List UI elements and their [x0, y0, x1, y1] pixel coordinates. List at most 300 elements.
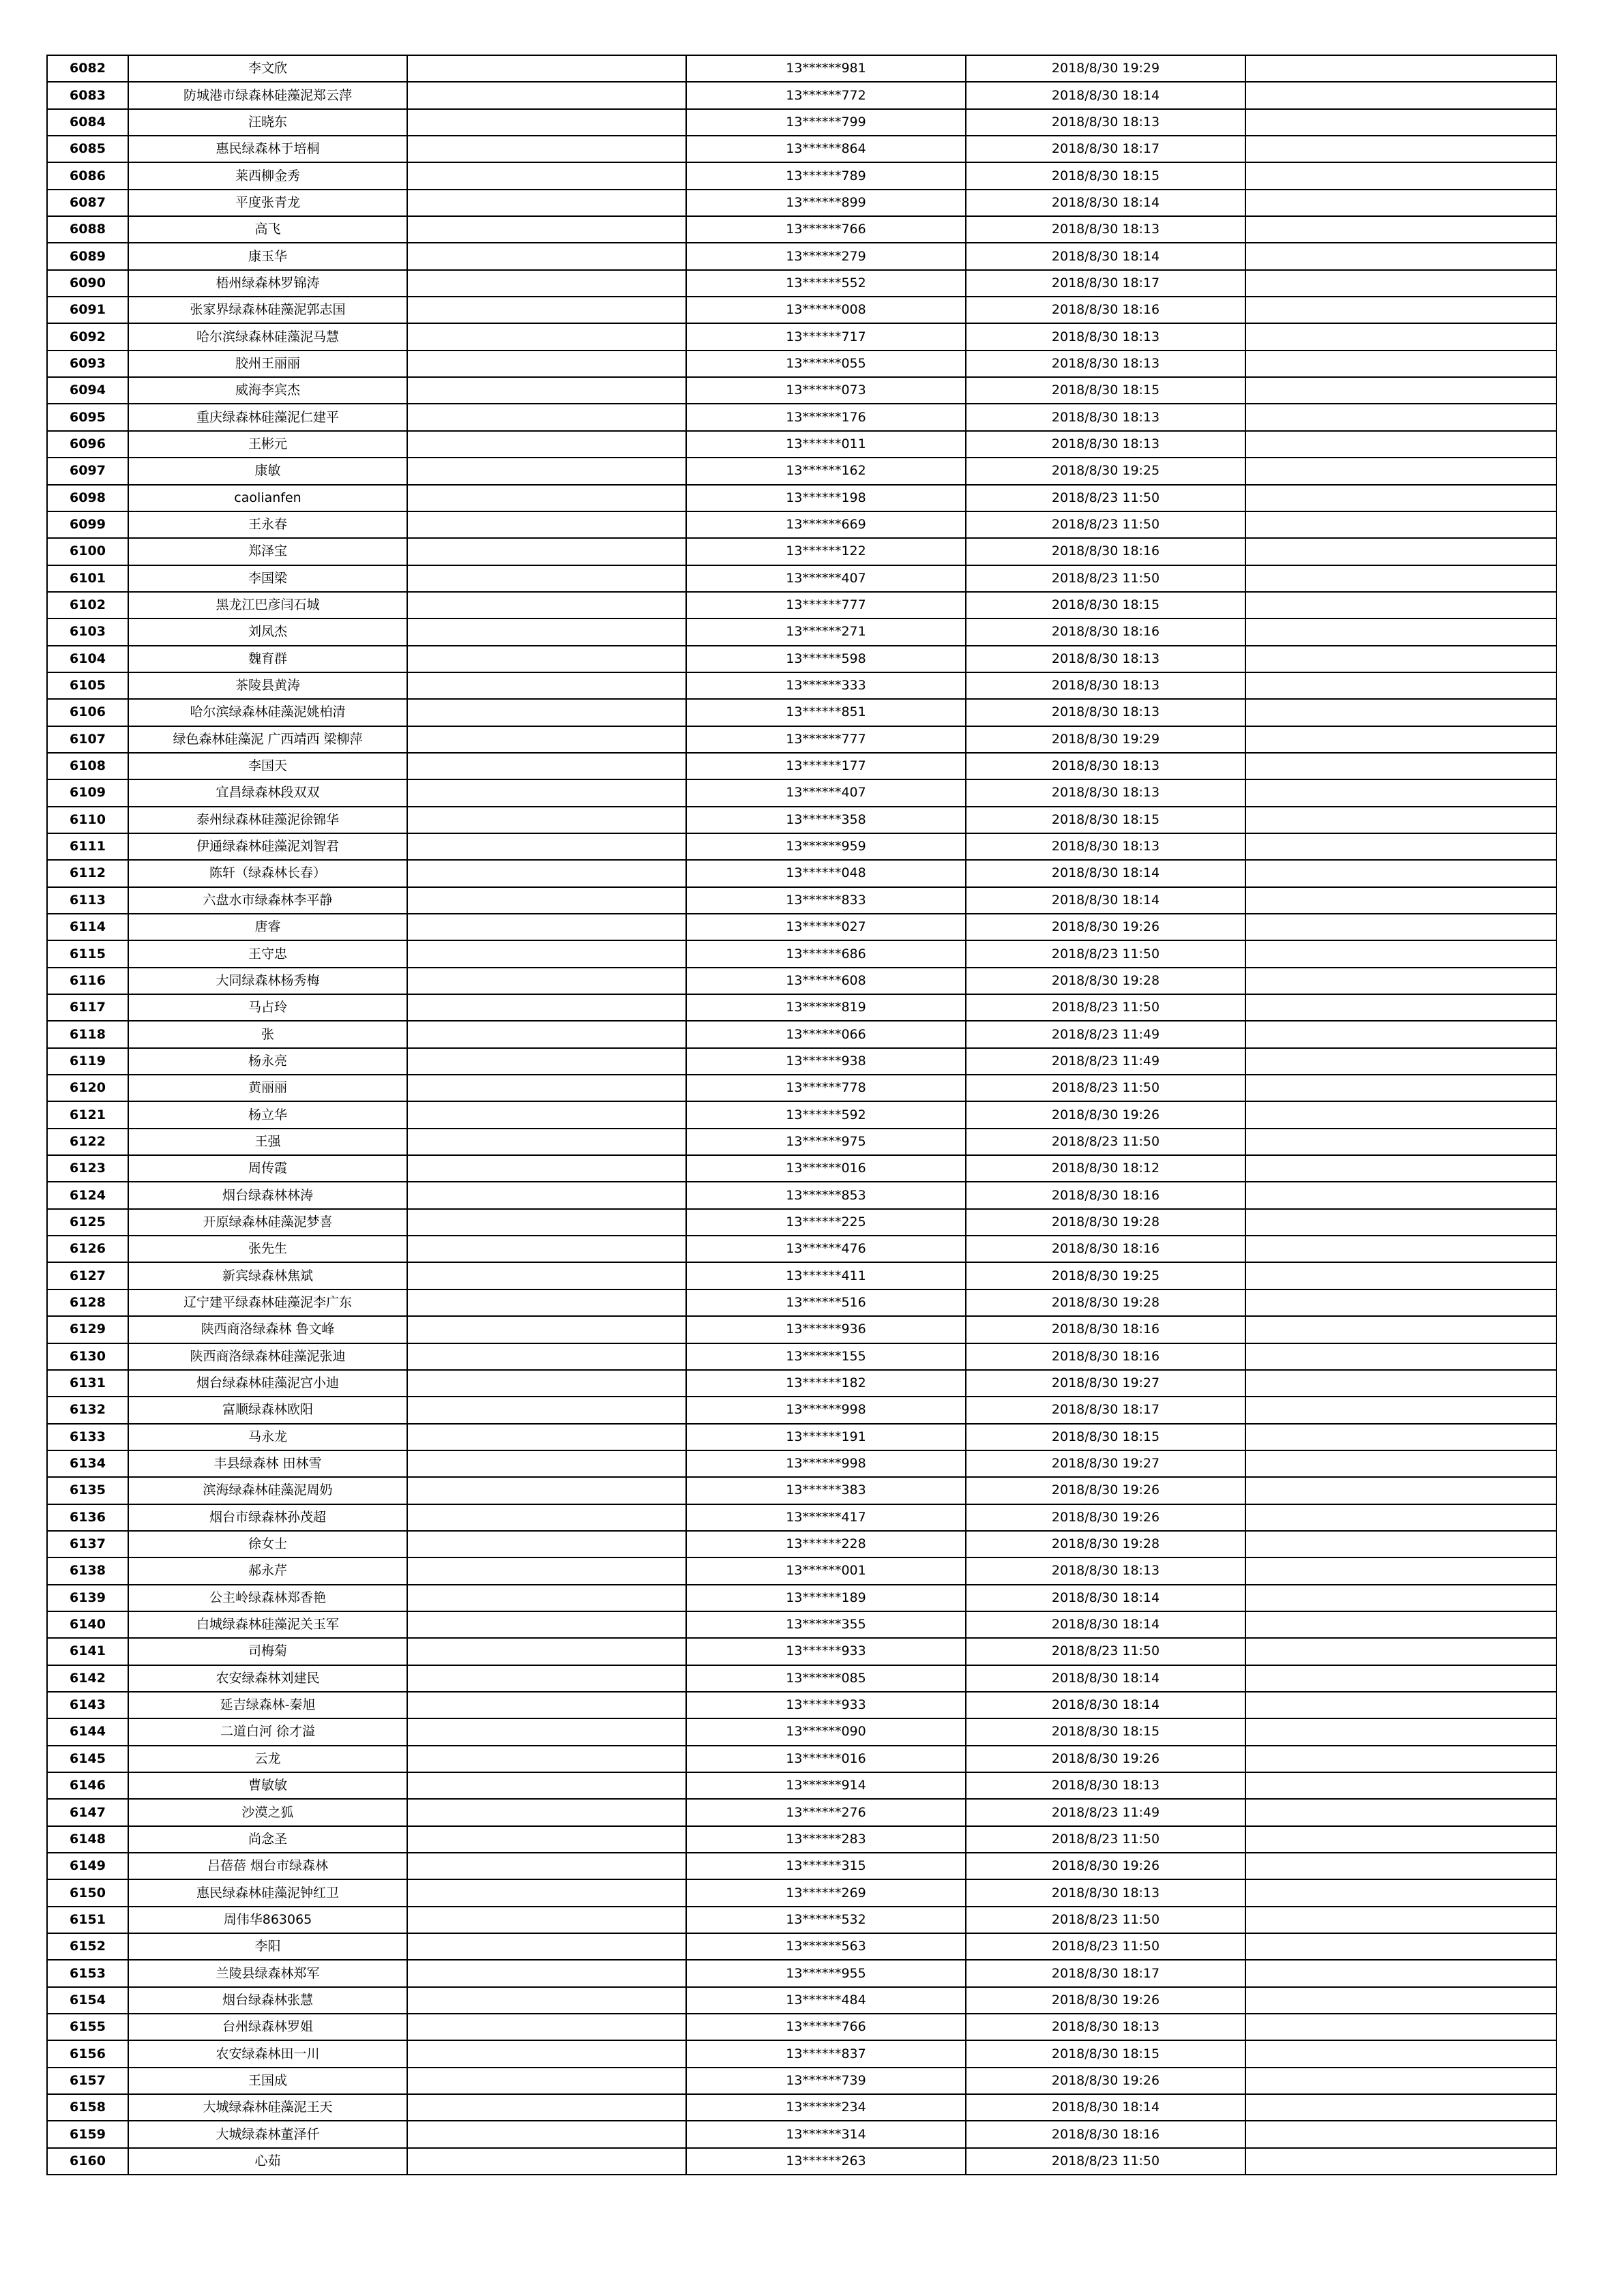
name-cell: 二道白河 徐才溢 — [128, 1718, 407, 1745]
name-cell: 李国梁 — [128, 565, 407, 592]
empty-cell — [407, 538, 686, 565]
row-id-cell: 6151 — [47, 1907, 128, 1933]
empty-cell — [1245, 753, 1556, 779]
row-id-cell: 6122 — [47, 1129, 128, 1155]
name-cell: 魏育群 — [128, 646, 407, 672]
row-id-cell: 6124 — [47, 1182, 128, 1208]
empty-cell — [1245, 1424, 1556, 1450]
empty-cell — [407, 2040, 686, 2067]
table-row — [47, 216, 1556, 243]
time-cell: 2018/8/23 11:49 — [966, 1799, 1245, 1825]
name-cell: 大城绿森林董泽仟 — [128, 2121, 407, 2147]
empty-cell — [407, 1450, 686, 1477]
empty-cell — [1245, 538, 1556, 565]
phone-cell: 13******837 — [686, 2040, 966, 2067]
empty-cell — [1245, 1960, 1556, 1986]
empty-cell — [407, 351, 686, 377]
empty-cell — [407, 82, 686, 108]
phone-cell: 13******516 — [686, 1289, 966, 1316]
name-cell: 周传霞 — [128, 1155, 407, 1182]
table-row — [47, 2040, 1556, 2067]
empty-cell — [407, 485, 686, 511]
table-row — [47, 1343, 1556, 1370]
name-cell: 伊通绿森林硅藻泥刘智君 — [128, 833, 407, 860]
phone-cell: 13******276 — [686, 1799, 966, 1825]
empty-cell — [1245, 1718, 1556, 1745]
empty-cell — [1245, 458, 1556, 484]
phone-cell: 13******772 — [686, 82, 966, 108]
empty-cell — [1245, 2068, 1556, 2094]
name-cell: 新宾绿森林焦斌 — [128, 1262, 407, 1289]
records-table-body — [47, 55, 1556, 2175]
name-cell: 烟台绿森林张慧 — [128, 1987, 407, 2014]
name-cell: 心茹 — [128, 2148, 407, 2175]
name-cell: 大同绿森林杨秀梅 — [128, 968, 407, 994]
time-cell: 2018/8/30 18:14 — [966, 243, 1245, 269]
empty-cell — [407, 968, 686, 994]
table-row — [47, 1182, 1556, 1208]
phone-cell: 13******314 — [686, 2121, 966, 2147]
row-id-cell: 6133 — [47, 1424, 128, 1450]
time-cell: 2018/8/30 19:25 — [966, 458, 1245, 484]
table-row — [47, 1879, 1556, 1906]
empty-cell — [1245, 1665, 1556, 1692]
empty-cell — [1245, 485, 1556, 511]
name-cell: 唐睿 — [128, 914, 407, 940]
table-row — [47, 1718, 1556, 1745]
row-id-cell: 6123 — [47, 1155, 128, 1182]
empty-cell — [407, 994, 686, 1021]
empty-cell — [1245, 55, 1556, 82]
row-id-cell: 6136 — [47, 1504, 128, 1531]
time-cell: 2018/8/30 18:16 — [966, 618, 1245, 645]
phone-cell: 13******189 — [686, 1585, 966, 1611]
time-cell: 2018/8/23 11:50 — [966, 1075, 1245, 1101]
table-row — [47, 1075, 1556, 1101]
time-cell: 2018/8/30 18:17 — [966, 1397, 1245, 1423]
phone-cell: 13******176 — [686, 404, 966, 430]
empty-cell — [407, 1853, 686, 1879]
empty-cell — [407, 940, 686, 967]
empty-cell — [1245, 1987, 1556, 2014]
empty-cell — [407, 1746, 686, 1772]
empty-cell — [407, 1289, 686, 1316]
name-cell: 曹敏敏 — [128, 1772, 407, 1799]
time-cell: 2018/8/30 18:13 — [966, 779, 1245, 806]
table-row — [47, 190, 1556, 216]
row-id-cell: 6101 — [47, 565, 128, 592]
empty-cell — [407, 270, 686, 297]
time-cell: 2018/8/30 18:16 — [966, 538, 1245, 565]
phone-cell: 13******234 — [686, 2094, 966, 2121]
phone-cell: 13******975 — [686, 1129, 966, 1155]
empty-cell — [1245, 1692, 1556, 1718]
empty-cell — [407, 887, 686, 914]
row-id-cell: 6083 — [47, 82, 128, 108]
row-id-cell: 6091 — [47, 297, 128, 323]
name-cell: 梧州绿森林罗锦涛 — [128, 270, 407, 297]
name-cell: 沙漠之狐 — [128, 1799, 407, 1825]
empty-cell — [1245, 1075, 1556, 1101]
empty-cell — [407, 109, 686, 136]
name-cell: 六盘水市绿森林李平静 — [128, 887, 407, 914]
empty-cell — [1245, 1772, 1556, 1799]
phone-cell: 13******279 — [686, 243, 966, 269]
row-id-cell: 6121 — [47, 1101, 128, 1128]
empty-cell — [407, 216, 686, 243]
row-id-cell: 6153 — [47, 1960, 128, 1986]
time-cell: 2018/8/30 18:14 — [966, 1665, 1245, 1692]
phone-cell: 13******598 — [686, 646, 966, 672]
phone-cell: 13******899 — [686, 190, 966, 216]
table-row — [47, 270, 1556, 297]
time-cell: 2018/8/30 19:28 — [966, 1209, 1245, 1236]
table-row — [47, 1933, 1556, 1960]
time-cell: 2018/8/30 19:28 — [966, 968, 1245, 994]
phone-cell: 13******162 — [686, 458, 966, 484]
empty-cell — [407, 726, 686, 753]
table-row — [47, 1960, 1556, 1986]
empty-cell — [407, 1987, 686, 2014]
empty-cell — [407, 592, 686, 618]
phone-cell: 13******073 — [686, 377, 966, 404]
table-row — [47, 1155, 1556, 1182]
table-row — [47, 431, 1556, 458]
name-cell: 农安绿森林刘建民 — [128, 1665, 407, 1692]
phone-cell: 13******228 — [686, 1531, 966, 1557]
empty-cell — [407, 646, 686, 672]
table-row — [47, 1799, 1556, 1825]
empty-cell — [407, 1262, 686, 1289]
phone-cell: 13******182 — [686, 1370, 966, 1397]
table-row — [47, 672, 1556, 699]
empty-cell — [1245, 297, 1556, 323]
table-row — [47, 1531, 1556, 1557]
row-id-cell: 6111 — [47, 833, 128, 860]
name-cell: 防城港市绿森林硅藻泥郑云萍 — [128, 82, 407, 108]
table-row — [47, 1101, 1556, 1128]
time-cell: 2018/8/30 18:15 — [966, 592, 1245, 618]
name-cell: 农安绿森林田一川 — [128, 2040, 407, 2067]
time-cell: 2018/8/30 19:26 — [966, 1987, 1245, 2014]
phone-cell: 13******669 — [686, 511, 966, 538]
phone-cell: 13******411 — [686, 1262, 966, 1289]
time-cell: 2018/8/30 18:13 — [966, 1772, 1245, 1799]
phone-cell: 13******933 — [686, 1692, 966, 1718]
empty-cell — [1245, 1021, 1556, 1047]
time-cell: 2018/8/30 18:13 — [966, 351, 1245, 377]
time-cell: 2018/8/30 18:14 — [966, 82, 1245, 108]
table-row — [47, 1557, 1556, 1584]
table-row — [47, 807, 1556, 833]
phone-cell: 13******283 — [686, 1826, 966, 1853]
row-id-cell: 6109 — [47, 779, 128, 806]
time-cell: 2018/8/30 18:16 — [966, 1182, 1245, 1208]
time-cell: 2018/8/30 18:13 — [966, 431, 1245, 458]
name-cell: 兰陵县绿森林郑军 — [128, 1960, 407, 1986]
empty-cell — [407, 860, 686, 886]
empty-cell — [407, 1772, 686, 1799]
row-id-cell: 6108 — [47, 753, 128, 779]
phone-cell: 13******358 — [686, 807, 966, 833]
empty-cell — [407, 1155, 686, 1182]
phone-cell: 13******777 — [686, 592, 966, 618]
name-cell: 尚念圣 — [128, 1826, 407, 1853]
time-cell: 2018/8/30 18:13 — [966, 699, 1245, 726]
time-cell: 2018/8/30 18:17 — [966, 1960, 1245, 1986]
phone-cell: 13******048 — [686, 860, 966, 886]
time-cell: 2018/8/23 11:49 — [966, 1021, 1245, 1047]
table-row — [47, 1477, 1556, 1504]
empty-cell — [1245, 109, 1556, 136]
row-id-cell: 6118 — [47, 1021, 128, 1047]
table-row — [47, 1209, 1556, 1236]
table-row — [47, 162, 1556, 189]
phone-cell: 13******417 — [686, 1504, 966, 1531]
empty-cell — [407, 190, 686, 216]
empty-cell — [1245, 887, 1556, 914]
empty-cell — [1245, 1262, 1556, 1289]
empty-cell — [407, 55, 686, 82]
table-row — [47, 779, 1556, 806]
empty-cell — [1245, 2014, 1556, 2040]
time-cell: 2018/8/30 18:13 — [966, 404, 1245, 430]
empty-cell — [1245, 1826, 1556, 1853]
phone-cell: 13******225 — [686, 1209, 966, 1236]
name-cell: 滨海绿森林硅藻泥周奶 — [128, 1477, 407, 1504]
name-cell: 杨立华 — [128, 1101, 407, 1128]
empty-cell — [407, 2014, 686, 2040]
name-cell: 吕蓓蓓 烟台市绿森林 — [128, 1853, 407, 1879]
empty-cell — [407, 565, 686, 592]
empty-cell — [407, 2121, 686, 2147]
empty-cell — [407, 1048, 686, 1075]
row-id-cell: 6140 — [47, 1611, 128, 1638]
phone-cell: 13******407 — [686, 779, 966, 806]
table-row — [47, 1370, 1556, 1397]
row-id-cell: 6117 — [47, 994, 128, 1021]
empty-cell — [407, 1343, 686, 1370]
empty-cell — [1245, 1397, 1556, 1423]
name-cell: 烟台绿森林林涛 — [128, 1182, 407, 1208]
name-cell: 辽宁建平绿森林硅藻泥李广东 — [128, 1289, 407, 1316]
table-row — [47, 833, 1556, 860]
empty-cell — [1245, 1611, 1556, 1638]
phone-cell: 13******959 — [686, 833, 966, 860]
time-cell: 2018/8/30 18:15 — [966, 1424, 1245, 1450]
row-id-cell: 6154 — [47, 1987, 128, 2014]
table-row — [47, 1236, 1556, 1262]
row-id-cell: 6128 — [47, 1289, 128, 1316]
time-cell: 2018/8/30 18:15 — [966, 377, 1245, 404]
phone-cell: 13******122 — [686, 538, 966, 565]
empty-cell — [1245, 1557, 1556, 1584]
phone-cell: 13******016 — [686, 1155, 966, 1182]
phone-cell: 13******333 — [686, 672, 966, 699]
name-cell: 黑龙江巴彦闫石城 — [128, 592, 407, 618]
empty-cell — [407, 1665, 686, 1692]
phone-cell: 13******981 — [686, 55, 966, 82]
phone-cell: 13******315 — [686, 1853, 966, 1879]
row-id-cell: 6158 — [47, 2094, 128, 2121]
time-cell: 2018/8/23 11:50 — [966, 1129, 1245, 1155]
row-id-cell: 6150 — [47, 1879, 128, 1906]
table-row — [47, 968, 1556, 994]
name-cell: 茶陵县黄涛 — [128, 672, 407, 699]
time-cell: 2018/8/30 18:15 — [966, 1718, 1245, 1745]
time-cell: 2018/8/30 18:13 — [966, 753, 1245, 779]
table-row — [47, 538, 1556, 565]
empty-cell — [407, 1209, 686, 1236]
table-row — [47, 618, 1556, 645]
phone-cell: 13******552 — [686, 270, 966, 297]
name-cell: 郑泽宝 — [128, 538, 407, 565]
time-cell: 2018/8/23 11:50 — [966, 511, 1245, 538]
name-cell: 哈尔滨绿森林硅藻泥马慧 — [128, 323, 407, 350]
table-row — [47, 753, 1556, 779]
phone-cell: 13******766 — [686, 2014, 966, 2040]
time-cell: 2018/8/30 18:17 — [966, 136, 1245, 162]
empty-cell — [407, 1960, 686, 1986]
empty-cell — [407, 833, 686, 860]
time-cell: 2018/8/30 18:17 — [966, 270, 1245, 297]
table-row — [47, 243, 1556, 269]
row-id-cell: 6144 — [47, 1718, 128, 1745]
empty-cell — [407, 243, 686, 269]
phone-cell: 13******789 — [686, 162, 966, 189]
name-cell: 惠民绿森林硅藻泥钟红卫 — [128, 1879, 407, 1906]
name-cell: 康玉华 — [128, 243, 407, 269]
table-row — [47, 1826, 1556, 1853]
table-row — [47, 1611, 1556, 1638]
phone-cell: 13******177 — [686, 753, 966, 779]
row-id-cell: 6139 — [47, 1585, 128, 1611]
empty-cell — [1245, 1155, 1556, 1182]
time-cell: 2018/8/30 18:14 — [966, 1692, 1245, 1718]
table-row — [47, 1129, 1556, 1155]
row-id-cell: 6137 — [47, 1531, 128, 1557]
empty-cell — [407, 1611, 686, 1638]
empty-cell — [1245, 699, 1556, 726]
phone-cell: 13******198 — [686, 485, 966, 511]
time-cell: 2018/8/23 11:50 — [966, 565, 1245, 592]
table-row — [47, 1262, 1556, 1289]
empty-cell — [1245, 82, 1556, 108]
empty-cell — [407, 1370, 686, 1397]
time-cell: 2018/8/30 18:15 — [966, 2040, 1245, 2067]
phone-cell: 13******717 — [686, 323, 966, 350]
time-cell: 2018/8/30 18:13 — [966, 646, 1245, 672]
time-cell: 2018/8/30 18:16 — [966, 1316, 1245, 1343]
phone-cell: 13******407 — [686, 565, 966, 592]
empty-cell — [1245, 1129, 1556, 1155]
empty-cell — [1245, 592, 1556, 618]
table-row — [47, 1424, 1556, 1450]
empty-cell — [1245, 1316, 1556, 1343]
row-id-cell: 6098 — [47, 485, 128, 511]
time-cell: 2018/8/30 18:15 — [966, 162, 1245, 189]
time-cell: 2018/8/30 19:26 — [966, 1853, 1245, 1879]
table-row — [47, 914, 1556, 940]
phone-cell: 13******592 — [686, 1101, 966, 1128]
phone-cell: 13******027 — [686, 914, 966, 940]
empty-cell — [1245, 351, 1556, 377]
time-cell: 2018/8/23 11:50 — [966, 994, 1245, 1021]
empty-cell — [1245, 1879, 1556, 1906]
phone-cell: 13******914 — [686, 1772, 966, 1799]
table-row — [47, 565, 1556, 592]
row-id-cell: 6132 — [47, 1397, 128, 1423]
name-cell: 台州绿森林罗姐 — [128, 2014, 407, 2040]
row-id-cell: 6092 — [47, 323, 128, 350]
empty-cell — [1245, 377, 1556, 404]
row-id-cell: 6160 — [47, 2148, 128, 2175]
empty-cell — [407, 1531, 686, 1557]
name-cell: 云龙 — [128, 1746, 407, 1772]
empty-cell — [1245, 940, 1556, 967]
empty-cell — [407, 2068, 686, 2094]
time-cell: 2018/8/23 11:50 — [966, 485, 1245, 511]
row-id-cell: 6096 — [47, 431, 128, 458]
empty-cell — [1245, 1638, 1556, 1665]
empty-cell — [407, 699, 686, 726]
phone-cell: 13******383 — [686, 1477, 966, 1504]
time-cell: 2018/8/23 11:50 — [966, 2148, 1245, 2175]
table-row — [47, 1692, 1556, 1718]
phone-cell: 13******777 — [686, 726, 966, 753]
empty-cell — [407, 297, 686, 323]
table-row — [47, 1907, 1556, 1933]
table-row — [47, 297, 1556, 323]
empty-cell — [1245, 1585, 1556, 1611]
name-cell: 重庆绿森林硅藻泥仁建平 — [128, 404, 407, 430]
phone-cell: 13******933 — [686, 1638, 966, 1665]
phone-cell: 13******016 — [686, 1746, 966, 1772]
empty-cell — [407, 1424, 686, 1450]
table-row — [47, 940, 1556, 967]
row-id-cell: 6104 — [47, 646, 128, 672]
phone-cell: 13******778 — [686, 1075, 966, 1101]
name-cell: 王强 — [128, 1129, 407, 1155]
name-cell: 高飞 — [128, 216, 407, 243]
empty-cell — [1245, 779, 1556, 806]
table-row — [47, 1746, 1556, 1772]
name-cell: 威海李宾杰 — [128, 377, 407, 404]
name-cell: 马占玲 — [128, 994, 407, 1021]
empty-cell — [1245, 807, 1556, 833]
name-cell: 烟台市绿森林孙茂超 — [128, 1504, 407, 1531]
empty-cell — [1245, 1799, 1556, 1825]
name-cell: 王彬元 — [128, 431, 407, 458]
name-cell: 徐女士 — [128, 1531, 407, 1557]
phone-cell: 13******936 — [686, 1316, 966, 1343]
empty-cell — [1245, 1853, 1556, 1879]
empty-cell — [1245, 1101, 1556, 1128]
time-cell: 2018/8/30 18:12 — [966, 1155, 1245, 1182]
table-row — [47, 351, 1556, 377]
empty-cell — [407, 1907, 686, 1933]
empty-cell — [1245, 243, 1556, 269]
time-cell: 2018/8/30 19:26 — [966, 1101, 1245, 1128]
empty-cell — [1245, 162, 1556, 189]
row-id-cell: 6142 — [47, 1665, 128, 1692]
row-id-cell: 6143 — [47, 1692, 128, 1718]
table-row — [47, 485, 1556, 511]
table-row — [47, 592, 1556, 618]
name-cell: 王国成 — [128, 2068, 407, 2094]
time-cell: 2018/8/30 18:13 — [966, 2014, 1245, 2040]
row-id-cell: 6095 — [47, 404, 128, 430]
